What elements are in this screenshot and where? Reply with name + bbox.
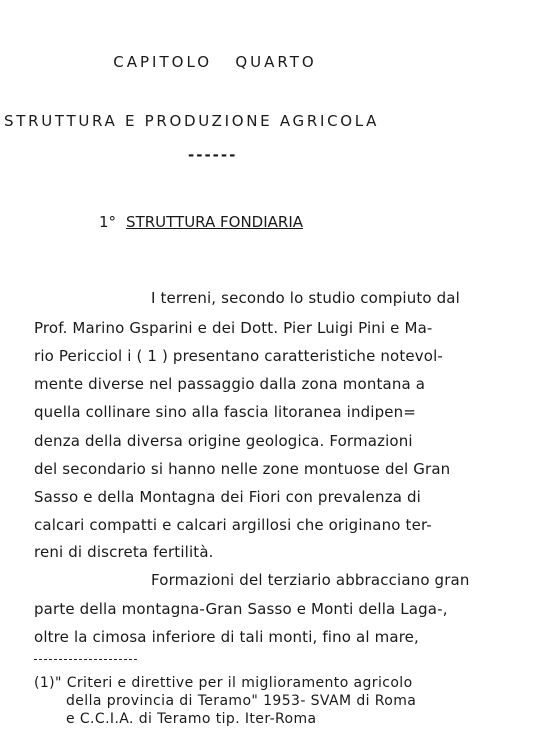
chapter-title: STRUTTURA E PRODUZIONE AGRICOLA [4, 112, 380, 130]
body-line: Sasso e della Montagna dei Fiori con prevalenza di [34, 488, 421, 506]
body-line: rio Pericciol i ( 1 ) presentano caratteristiche notevol- [34, 347, 443, 365]
body-line: mente diverse nel passaggio dalla zona montana a [34, 375, 426, 393]
footnote-line: e C.C.I.A. di Teramo tip. Iter-Roma [66, 711, 317, 727]
body-line: calcari compatti e calcari argillosi che originano ter- [34, 516, 432, 534]
body-line: Formazioni del terziario abbracciano gran [151, 571, 470, 589]
title-separator: ------ [188, 146, 238, 164]
body-line: denza della diversa origine geologica. Formazioni [34, 432, 413, 450]
footnote-line: (1)" Criteri e direttive per il miglioramento agricolo [34, 675, 413, 691]
footnote-separator [34, 659, 137, 660]
body-line: I terreni, secondo lo studio compiuto dal [151, 289, 460, 307]
body-line: parte della montagna-Gran Sasso e Monti della Laga-, [34, 600, 448, 618]
section-heading [99, 213, 303, 231]
body-line: del secondario si hanno nelle zone montuose del Gran [34, 460, 451, 478]
body-line: Prof. Marino Gsparini e dei Dott. Pier Luigi Pini e Ma- [34, 319, 433, 337]
section-title: STRUTTURA FONDIARIA [126, 213, 304, 231]
body-line: oltre la cimosa inferiore di tali monti, fino al mare, [34, 628, 419, 646]
body-line: quella collinare sino alla fascia litoranea indipen= [34, 403, 417, 421]
section-number: 1° [99, 213, 117, 231]
footnote-line: della provincia di Teramo" 1953- SVAM di Roma [66, 693, 417, 709]
chapter-heading: CAPITOLO QUARTO [113, 53, 317, 71]
body-line: reni di discreta fertilità. [34, 543, 214, 561]
